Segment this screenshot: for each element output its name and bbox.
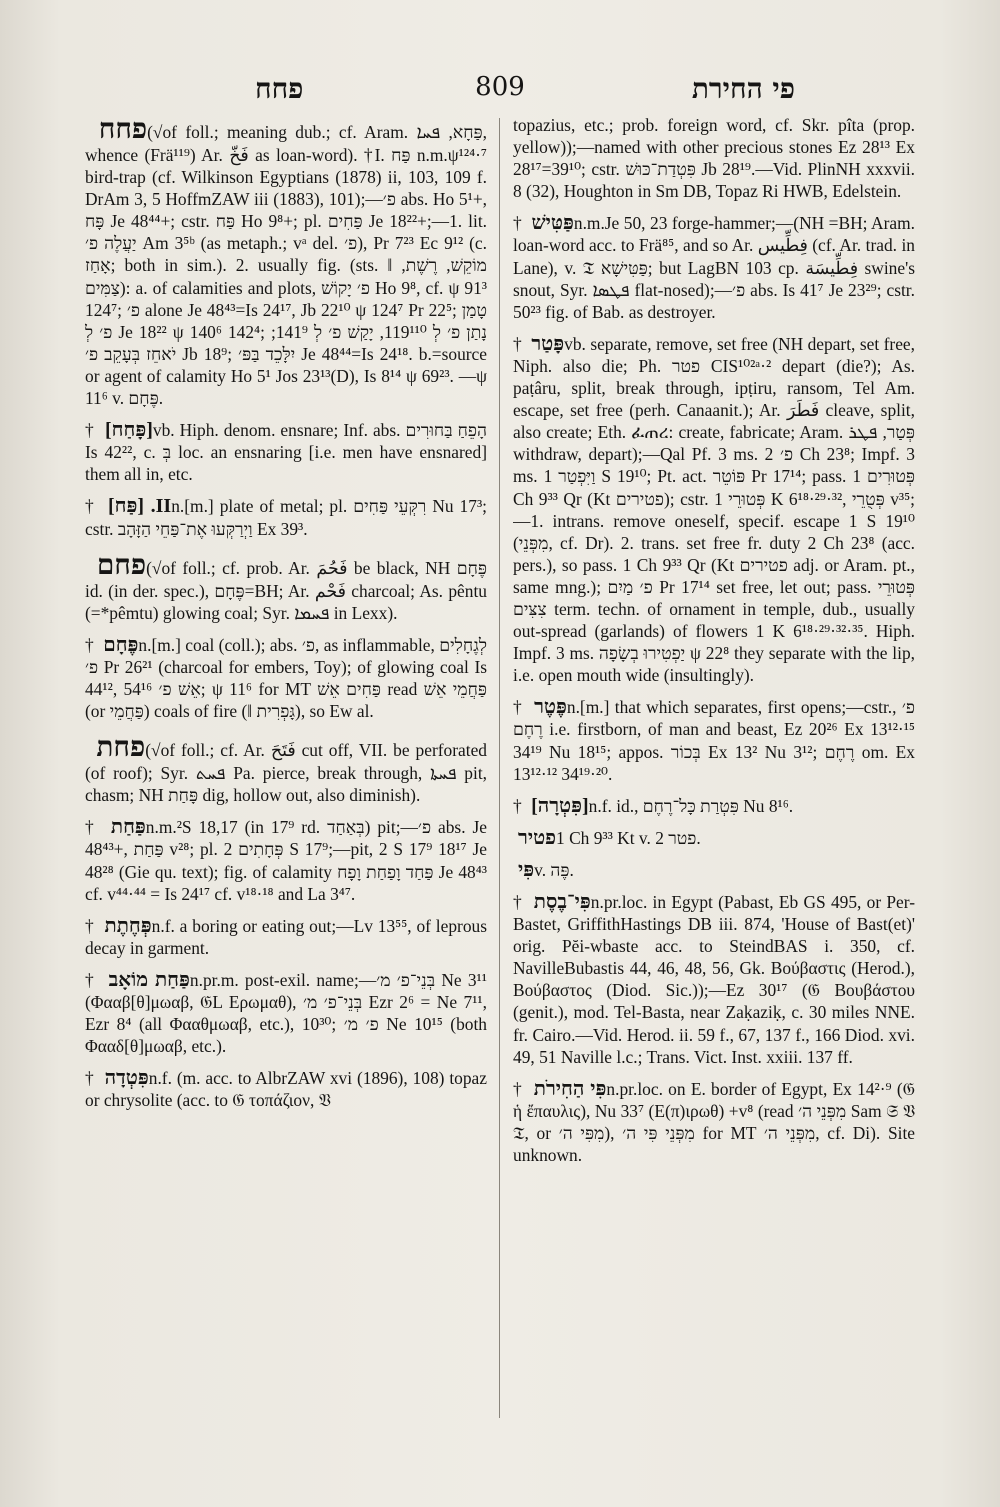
left-column [85,114,487,1434]
entry [85,419,487,485]
entry-lemma: פְּחֶתֶת [99,914,152,937]
entry [513,333,915,687]
entry-text: v. פֶּה. [534,859,574,880]
entry-lemma: פִּטְדָה [99,1067,149,1090]
entry [85,732,487,806]
column-divider [499,118,500,1418]
entry-text: n.f. (m. acc. to AlbrZAW xvi (1896), 108) topaz or chrysolite (acc. to 𝔊 τοπάζιον, 𝔙 [85,1068,487,1111]
entry-text: vb. Hiph. denom. ensnare; Inf. abs. הָפֵחַ בַּחוּרִים Is 42²², c. בְּ loc. an ensnaring [i.e. men have ensnared] them all in, etc. [85,420,487,485]
running-head [0,68,1000,108]
running-head-right-word: פי החירת [691,72,795,105]
entry-lemma: [פָּחַח] [99,419,153,442]
entry-continuation: topazius, etc.; prob. foreign word, cf. Skr. pîta (prop. yellow));—named with other precious stones Ez 28¹³ Ex 28¹⁷=39¹⁰; cstr. פִּטְדַת־כּוּשׁ Jb 28¹⁹.—Vid. PlinNH xxxvii. 8 (32), Houghton in Sm DB, Topaz Ri HWB, Edelstein. [513,115,915,202]
entry-lemma: פֶּטֶר [528,696,567,719]
entry-lemma: II. [פַּח] [101,495,172,518]
entry-text: n.pr.loc. on E. border of Egypt, Ex 14²·⁹ (𝔊 ἡ ἔπαυλις), Nu 33⁷ (Ε(π)ιρωθ) +v⁸ (read מִפְּנֵי ה׳ Sam 𝔖 𝔙 𝔗, or מִפִּי ה׳), מִפְּנֵי פִּי ה׳ for MT מִפְּנֵי ה׳, cf. Di). Site unknown. [513,1078,915,1166]
entry-lemma: פחח [85,114,148,145]
entry [513,827,915,849]
dagger-mark: † [513,1078,523,1099]
entry [85,1067,487,1111]
entry-lemma: פַּחַת מוֹאָב [101,968,190,991]
entry-text: n.f. id., פִּטְרַת כָּל־רֶחֶם Nu 8¹⁶. [588,795,794,816]
entry-lemma: פֶּחָם [98,633,139,656]
dagger-mark: † [85,817,97,838]
dagger-mark: † [85,420,95,441]
entry-text: n.m.²S 18,17 (in 17⁹ rd. בְּאַחַד) pit;—פ׳ abs. Je 48⁴³+, פַּחַת v²⁸; pl. פְּחָתִים 2 S 17⁹;—pit, 2 S 17⁹ 18¹⁷ Je 48²⁸ (Gie qu. text); fig. of calamity פַּחַד וָפַחַת וָפָח Je 48⁴³ cf. v⁴⁴·⁴⁴ = Is 24¹⁷ cf. v¹⁸·¹⁸ and La 3⁴⁷. [85,817,487,904]
entry-text: n.pr.m. post-exil. name;—בְּנֵי־פ׳ מ׳ Ne 3¹¹ (Φααβ[θ]μωαβ, 𝔊L Ερωμαθ), בְּנֵי־פ׳ מ׳ Ezr 2⁶ = Ne 7¹¹, Ezr 8⁴ (all Φααθμωαβ, etc.), 10³⁰; פ׳ מ׳ Ne 10¹⁵ (both Φααδ[θ]μωαβ, etc.). [85,969,487,1057]
entry-text: 1 Ch 9³³ Kt v. פטר 2. [556,827,701,848]
entry [85,969,487,1057]
entry-lemma: פטיר [513,826,557,849]
entry [85,816,487,904]
entry-lemma: פִּי־בֶסֶת [527,891,591,913]
entry-text: vb. separate, remove, set free (NH depart, set free, Niph. also die; Ph. פטר CIS¹⁰²ᵃ·² depart (die?); As. paṭâru, split, break through, ipṭiru, ransom, Tel Am. escape, set free (perh. Canaanit.); Ar. فَطَرَ cleave, split, also create; Eth. ፈጠረ: create, fabricate; Aram. פְּטַר, ܦܛܪ withdraw, depart);—Qal Pf. 3 ms. פ׳ 2 Ch 23⁸; Impf. 3 ms. וַיִּפְטַר 1 S 19¹⁰; Pt. act. פּוֹטֵר Pr 17¹⁴; pass. פְּטוּרִים 1 Ch 9³³ Qr (Kt פטירים); cstr. פְּטוּרֵי 1 K 6¹⁸·²⁹·³², פְּטֻרֵי v³⁵;—1. intrans. remove oneself, specif. escape 1 S 19¹⁰ (מִפְּנֵי, cf. Dr). 2. trans. set free fr. duty 2 Ch 23⁸ (acc. pers.), so pass. 1 Ch 9³³ Qr (Kt פטירים adj. or Aram. pt., same mng.); פ׳ מַיִם Pr 17¹⁴ set free, let out; pass. פְּטוּרֵי צִצִּים term. techn. of ornament in temple, dub., usually out-spread (garlands) of flowers 1 K 6¹⁸·²⁹·³²·³⁵. Hiph. Impf. 3 ms. יַפְטִירוּ בְשָׂפָה ψ 22⁸ they separate with the lip, i.e. open mouth wide (insultingly). [513,333,915,686]
entry-text: (√of foll.; cf. prob. Ar. فَحُمَ be black, NH פֶּחָם id. (in der. spec.), פֶּחָם=BH; Ar. فَحْم charcoal; As. pêntu (=*pêmtu) glowing coal; Syr. ܦܚܡܐ in Lexx). [85,557,487,623]
entry-text: n.f. a boring or eating out;—Lv 13⁵⁵, of leprous decay in garment. [85,915,487,958]
entry-lemma: פָּטַר [526,332,565,355]
dagger-mark: † [85,634,94,655]
dagger-mark: † [513,795,522,816]
entry-text: n.[m.] coal (coll.); abs. פ׳, as inflammable, לְגֶחָלִים פ׳ Pr 26²¹ (charcoal for embers, Toy); of glowing coal Is 44¹², אֵשׁ פ׳ 54¹⁶; ψ 11⁶ for MT פַּחִים אֵשׁ read פַּחֲמֵי אֵשׁ (or פַּחֲמֵי) coals of fire (‖ גָּפְרִית), so Ew al. [85,634,487,722]
entry-text: (√of foll.; cf. Ar. فَتَحَ cut off, VII. be perforated (of roof); Syr. ܦܚܬ Pa. pierce, break through, ܦܚܬܐ pit, chasm; NH פָּחַת dig, hollow out, also diminish). [85,740,487,806]
dagger-mark: † [513,333,522,354]
running-head-left-word: פחח [255,72,304,105]
entry-text: n.[m.] plate of metal; pl. רִקְּעֵי פַּחִים Nu 17³; cstr. וַיְרַקְּעוּ אֶת־פַּחֵי הַזָּהָב Ex 39³. [85,496,487,539]
dagger-mark: † [513,213,522,234]
page-number: 809 [475,72,525,102]
dagger-mark: † [513,697,523,718]
dagger-mark: † [85,969,96,990]
dagger-mark: † [85,496,96,517]
dagger-mark: † [513,892,523,912]
dagger-mark: † [85,915,95,936]
entry-lemma: פחת [85,730,146,764]
entry [85,915,487,959]
entry [513,212,915,322]
entry-text: n.[m.] that which separates, first opens;—cstr., פ׳ רֶחֶם i.e. firstborn, of man and beast, Ez 20²⁶ Ex 13¹²·¹⁵ 34¹⁹ Nu 18¹⁵; appos. בְּכוֹר Ex 13² Nu 3¹²; רֶחֶם om. Ex 13¹²·¹² 34¹⁹·²⁰. [513,697,915,784]
entry-lemma: פַּטִּישׁ [526,212,574,235]
entry [513,891,915,1068]
entry-text: (√of foll.; meaning dub.; cf. Aram. פַּחָא, ܦܚܐ, whence (Frä¹¹⁹) Ar. فَخّ as loan-word). †I. פַּח n.m.ψ¹²⁴·⁷ bird-trap (cf. Wilkinson Egyptians (1878) ii, 103, 109 f. DrAm 3, 5 HoffmZAW iii (1883), 101);—פ׳ abs. Ho 5¹+, פָּח Je 48⁴⁴+; cstr. פַּח Ho 9⁸+; pl. פַּחִים Je 18²²+;—1. lit. יַעֲלֶה פ׳ Am 3⁵ᵇ (as metaph.; vᵃ del. פ׳), Pr 7²³ Ec 9¹² (c. אָחַז; both in sim.). 2. usually fig. (sts. ‖ מוֹקֵשׁ, רֶשֶׁת, צַמִּים): a. of calamities and plots, פ׳ יָקוֹשׁ Ho 9⁸, cf. ψ 91³ 124⁷; פ׳ alone Je 48⁴³=Is 24¹⁷, Jb 22¹⁰ ψ 124⁷ Pr 22⁵; טָמַן פ׳ לְ Je 18²² ψ 140⁶ 142⁴; נָתַן פ׳ לְ 119¹¹⁰, יָקַשׁ פ׳ לְ 141⁹; יֹאחֵז בְּעָקֵב פ׳ Jb 18⁹; יִלָּכֵד בַּפּ׳ Je 48⁴⁴=Is 24¹⁸. b.=source or agent of calamity Ho 5¹ Jos 23¹³(D), Is 8¹⁴ ψ 69²³. —ψ 11⁶ v. פֶּחָם. [85,122,487,409]
entry-lemma: פִּי הַחִירֹת [527,1077,607,1100]
dagger-mark: † [85,1068,95,1089]
entry [513,696,915,784]
entry-lemma: [פִּטְרָה] [526,794,589,817]
entry-text: n.m.Je 50, 23 forge-hammer;—(NH =BH; Aram. loan-word acc. to Frä⁸⁵, and so Ar. فِطِّيس (cf. Ar. trad. in Lane), v. 𝔗 פַּטִּישָׁא; but LagBN 103 cp. فِطِّيسَة swine's snout, Syr. ܦܛܣܐ flat-nosed);—פ׳ abs. Is 41⁷ Je 23²⁹; cstr. 50²³ fig. of Bab. as destroyer. [513,213,915,322]
entry [513,1078,915,1166]
entry [513,795,915,817]
entry [85,114,487,409]
right-column [513,114,915,1434]
entry-text: n.pr.loc. in Egypt (Pabast, Eb GS 495, or Per-Bastet, GriffithHastings DB iii. 874, 'House of Bast(et)' orig. Pĕi-wbaste acc. to SteindBAS i. 350, cf. NavilleBubastis 44, 46, 48, 56, Gk. Βούβαστις (Herod.), Βούβαστος (Diod. Sic.));—Ez 30¹⁷ (𝔊 Βουβάστου (genit.), mod. Tel-Basta, near Zaḳaziḳ, c. 30 miles NNE. fr. Cairo.—Vid. Herod. ii. 59 f., 67, 137 f., 166 Diod. xvi. 49, 51 Naville l.c.; Trans. Vict. Inst. xxiii. 137 ff. [513,892,915,1067]
entry-lemma: פַּחַת [103,816,146,839]
entry-lemma: פִּי [513,858,535,881]
entry [85,547,487,624]
entry-lemma: פחם [85,547,147,581]
entry [513,859,915,881]
entry [85,634,487,722]
entry [85,495,487,539]
